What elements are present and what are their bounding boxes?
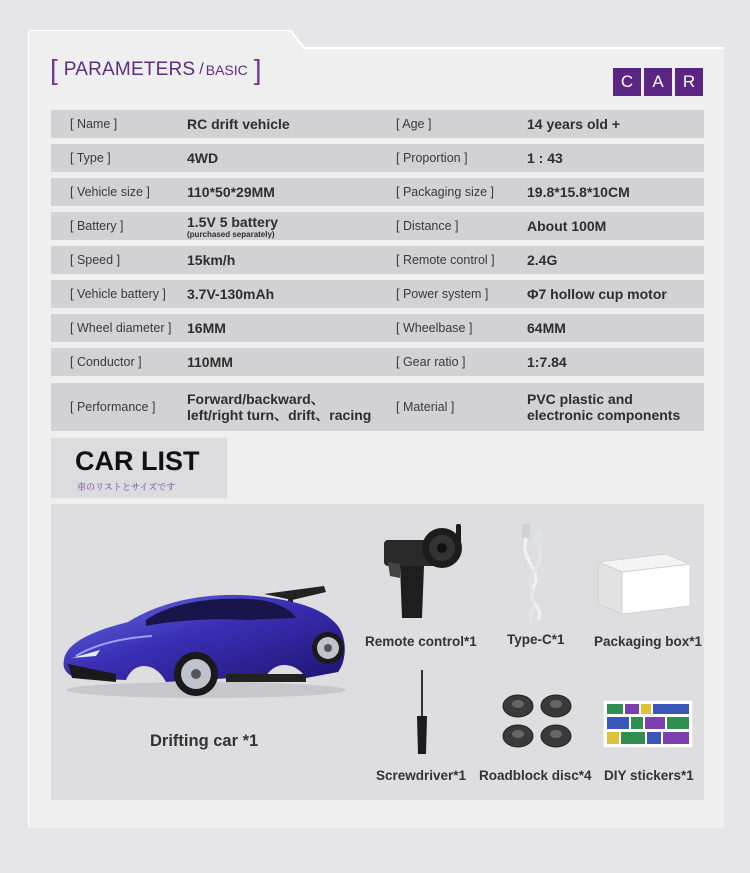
- spec-value: 1 : 43: [527, 150, 563, 166]
- spec-value: About 100M: [527, 218, 607, 234]
- spec-row: [51, 178, 704, 206]
- spec-label: [ Proportion ]: [396, 151, 468, 165]
- roadblock-disc-icon: [500, 692, 576, 750]
- spec-value: [527, 383, 680, 431]
- spec-value: 15km/h: [187, 252, 236, 268]
- spec-row: [51, 144, 704, 172]
- spec-label: [ Gear ratio ]: [396, 355, 466, 369]
- stickers-caption: DIY stickers*1: [604, 768, 694, 783]
- car-list-header: [51, 438, 227, 498]
- discs-caption: Roadblock disc*4: [479, 768, 592, 783]
- remote-control-icon: [380, 522, 472, 622]
- material-line-1: PVC plastic and: [527, 391, 633, 407]
- spec-value: RC drift vehicle: [187, 116, 290, 132]
- spec-row: [51, 212, 704, 240]
- badge-letter: A: [644, 68, 672, 96]
- spec-label: [ Wheel diameter ]: [70, 321, 172, 335]
- spec-label: [ Vehicle battery ]: [70, 287, 166, 301]
- screwdriver-caption: Screwdriver*1: [376, 768, 467, 783]
- page-title: [50, 56, 262, 84]
- usb-cable-icon: [512, 522, 556, 624]
- car-caption: Drifting car *1: [150, 732, 259, 750]
- battery-note: (purchased separately): [187, 229, 275, 239]
- box-caption: Packaging box*1: [594, 634, 703, 649]
- spec-value: 110MM: [187, 354, 233, 370]
- spec-value: 2.4G: [527, 252, 558, 268]
- spec-value: [187, 383, 371, 431]
- cable-caption: Type-C*1: [507, 632, 565, 647]
- spec-value: 14 years old +: [527, 116, 621, 132]
- spec-label: [ Type ]: [70, 151, 111, 165]
- spec-label: [ Power system ]: [396, 287, 489, 301]
- performance-line-2: left/right turn、drift、racing: [187, 407, 372, 423]
- spec-label: [ Performance ]: [70, 400, 156, 414]
- spec-label: [ Remote control ]: [396, 253, 495, 267]
- car-list-subtitle: 車のリストとサイズです: [77, 483, 176, 493]
- bracket-right: ]: [253, 54, 262, 85]
- drift-car-icon: [56, 578, 356, 702]
- spec-value: 64MM: [527, 320, 566, 336]
- title-main: PARAMETERS: [63, 59, 196, 80]
- car-badge: [613, 68, 703, 96]
- spec-label: [ Vehicle size ]: [70, 185, 150, 199]
- spec-row: [51, 383, 704, 431]
- spec-row: [51, 280, 704, 308]
- spec-label: [ Distance ]: [396, 219, 459, 233]
- spec-label: [ Material ]: [396, 400, 455, 414]
- material-line-2: electronic components: [527, 407, 681, 423]
- spec-value: 16MM: [187, 320, 226, 336]
- spec-value: [187, 212, 278, 240]
- spec-value: 110*50*29MM: [187, 184, 275, 200]
- performance-line-1: Forward/backward、: [187, 391, 325, 407]
- spec-row: [51, 246, 704, 274]
- title-separator: /: [199, 61, 204, 78]
- spec-label: [ Wheelbase ]: [396, 321, 473, 335]
- badge-letter: R: [675, 68, 703, 96]
- battery-value: 1.5V 5 battery: [187, 213, 279, 230]
- spec-row: [51, 110, 704, 138]
- badge-letter: C: [613, 68, 641, 96]
- title-sub: BASIC: [205, 62, 248, 78]
- screwdriver-icon: [410, 668, 434, 758]
- spec-label: [ Battery ]: [70, 219, 124, 233]
- car-list-title: CAR LIST: [75, 446, 200, 476]
- spec-label: [ Conductor ]: [70, 355, 142, 369]
- spec-value: 19.8*15.8*10CM: [527, 184, 630, 200]
- spec-label: [ Speed ]: [70, 253, 121, 267]
- spec-label: [ Name ]: [70, 117, 118, 131]
- spec-value: Φ7 hollow cup motor: [527, 286, 667, 302]
- spec-value: 4WD: [187, 150, 219, 166]
- spec-value: 3.7V-130mAh: [187, 286, 275, 302]
- remote-caption: Remote control*1: [365, 634, 477, 649]
- spec-row: [51, 348, 704, 376]
- spec-label: [ Age ]: [396, 117, 432, 131]
- bracket-left: [: [50, 54, 58, 85]
- sticker-sheet-icon: [603, 700, 693, 748]
- packaging-box-icon: [596, 552, 692, 616]
- spec-label: [ Packaging size ]: [396, 185, 494, 199]
- spec-value: 1:7.84: [527, 354, 567, 370]
- spec-row: [51, 314, 704, 342]
